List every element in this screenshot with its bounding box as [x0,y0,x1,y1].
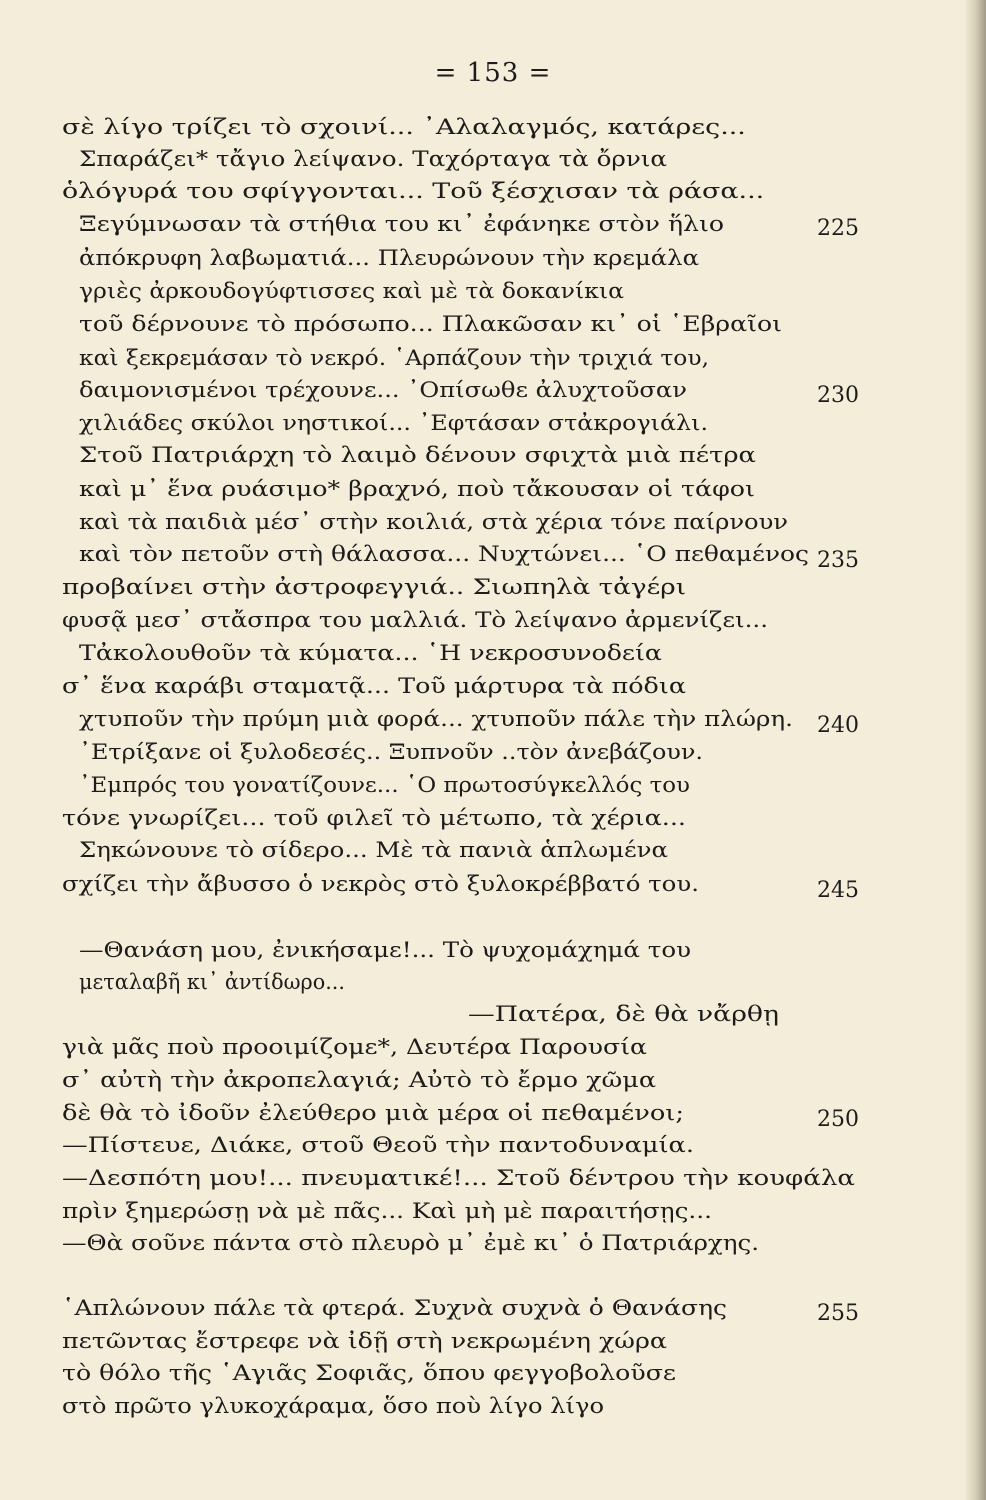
verse-line: σὲ λίγο τρίζει τὸ σχοινί... ᾿Αλαλαγμός, κατάρες... [62,115,746,140]
verse-line: πετῶντας ἔστρεφε νὰ ἰδῇ στὴ νεκρωμένη χώρα [62,1329,667,1354]
verse-line: προβαίνει στὴν ἀστροφεγγιά.. Σιωπηλὰ τἀγέρι [62,575,686,600]
verse-line: χτυποῦν τὴν πρύμη μιὰ φορά... χτυποῦν πάλε τὴν πλώρη. [79,707,793,732]
line-number: 255 [817,1301,859,1326]
verse-line: ᾿Ετρίξανε οἱ ξυλοδεσές.. Ξυπνοῦν ..τὸν ἀνεβάζουν. [79,740,703,765]
verse-line: στὸ πρῶτο γλυκοχάραμα, ὅσο ποὺ λίγο λίγο [62,1394,604,1419]
line-number: 250 [817,1107,859,1132]
verse-line: χιλιάδες σκύλοι νηστικοί... ᾿Εφτάσαν στἀκρογιάλι. [79,411,708,436]
verse-line: Στοῦ Πατριάρχη τὸ λαιμὸ δένουν σφιχτὰ μιὰ πέτρα [79,443,756,468]
verse-line: σχίζει τὴν ἄβυσσο ὁ νεκρὸς στὸ ξυλοκρέββατό του. [62,872,699,897]
verse-line: ὁλόγυρά του σφίγγονται... Τοῦ ξέσχισαν τὰ ράσα... [62,179,765,204]
verse-line: γριὲς ἀρκουδογύφτισσες καὶ μὲ τὰ δοκανίκια [79,279,624,304]
verse-line: ῾Απλώνουν πάλε τὰ φτερά. Συχνὰ συχνὰ ὁ Θανάσης [62,1296,727,1321]
verse-line: Τἀκολουθοῦν τὰ κύματα... ῾Η νεκροσυνοδεία [79,641,662,666]
dialogue-line: —Θὰ σοῦνε πάντα στὸ πλευρὸ μ᾿ ἐμὲ κι᾿ ὁ Πατριάρχης. [62,1231,759,1256]
dialogue-line: —Πίστευε, Διάκε, στοῦ Θεοῦ τὴν παντοδυναμία. [62,1133,694,1158]
dialogue-line: —Θανάση μου, ἐνικήσαμε!... Τὸ ψυχομάχημά του [79,938,691,963]
page-number: = 153 = [434,58,552,88]
line-number: 235 [817,548,859,573]
verse-line: ἀπόκρυφη λαβωματιά... Πλευρώνουν τὴν κρεμάλα [79,246,699,271]
verse-line: φυσᾷ μεσ᾿ στἄσπρα του μαλλιά. Τὸ λείψανο ἀρμενίζει... [62,608,768,633]
dialogue-line: —Δεσπότη μου!... πνευματικέ!... Στοῦ δέντρου τὴν κουφάλα [62,1166,855,1191]
verse-line: σ᾿ ἕνα καράβι σταματᾷ... Τοῦ μάρτυρα τὰ πόδια [62,674,686,699]
line-number: 245 [817,878,859,903]
dialogue-line: πρὶν ξημερώσῃ νὰ μὲ πᾶς... Καὶ μὴ μὲ παραιτήσῃς... [62,1199,712,1224]
dialogue-line: —Πατέρα, δὲ θὰ νἄρθῃ [468,1002,779,1027]
verse-line: καὶ μ᾿ ἕνα ρυάσιμο* βραχνό, ποὺ τἄκουσαν οἱ τάφοι [79,477,755,502]
line-number: 240 [817,713,859,738]
verse-line: καὶ τὰ παιδιὰ μέσ᾿ στὴν κοιλιά, στὰ χέρια τόνε παίρνουν [79,510,788,535]
verse-line: καὶ ξεκρεμάσαν τὸ νεκρό. ῾Αρπάζουν τὴν τριχιά του, [79,346,709,371]
verse-line: ᾿Εμπρός του γονατίζουνε... ῾Ο πρωτοσύγκελλός του [79,773,691,798]
verse-line: Σηκώνουνε τὸ σίδερο... Μὲ τὰ πανιὰ ἁπλωμένα [79,838,668,863]
verse-line: τὸ θόλο τῆς ῾Αγιᾶς Σοφιᾶς, ὅπου φεγγοβολοῦσε [62,1361,677,1386]
dialogue-line: γιὰ μᾶς ποὺ προοιμίζομε*, Δευτέρα Παρουσία [62,1035,647,1060]
verse-line: δαιμονισμένοι τρέχουνε... ᾿Οπίσωθε ἀλυχτοῦσαν [79,378,687,403]
verse-line: καὶ τὸν πετοῦν στὴ θάλασσα... Νυχτώνει... ῾Ο πεθαμένος [79,542,809,567]
verse-line: τοῦ δέρνουνε τὸ πρόσωπο... Πλακῶσαν κι᾿ οἱ ῾Εβραῖοι [79,312,782,337]
dialogue-line: δὲ θὰ τὸ ἰδοῦν ἐλεύθερο μιὰ μέρα οἱ πεθαμένοι; [62,1101,684,1126]
verse-line: Ξεγύμνωσαν τὰ στήθια του κι᾿ ἐφάνηκε στὸν ἥλιο [79,212,724,237]
dialogue-line: σ᾿ αὐτὴ τὴν ἀκροπελαγιά; Αὐτὸ τὸ ἔρμο χῶμα [62,1068,656,1093]
verse-line: Σπαράζει* τἄγιο λείψανο. Ταχόρταγα τὰ ὄρνια [79,147,667,172]
page-edge-shadow [964,0,986,1500]
verse-line: τόνε γνωρίζει... τοῦ φιλεῖ τὸ μέτωπο, τὰ χέρια... [62,806,686,831]
line-number: 225 [817,216,859,241]
dialogue-line: μεταλαβῆ κι᾿ ἀντίδωρο... [79,970,345,995]
line-number: 230 [817,383,859,408]
